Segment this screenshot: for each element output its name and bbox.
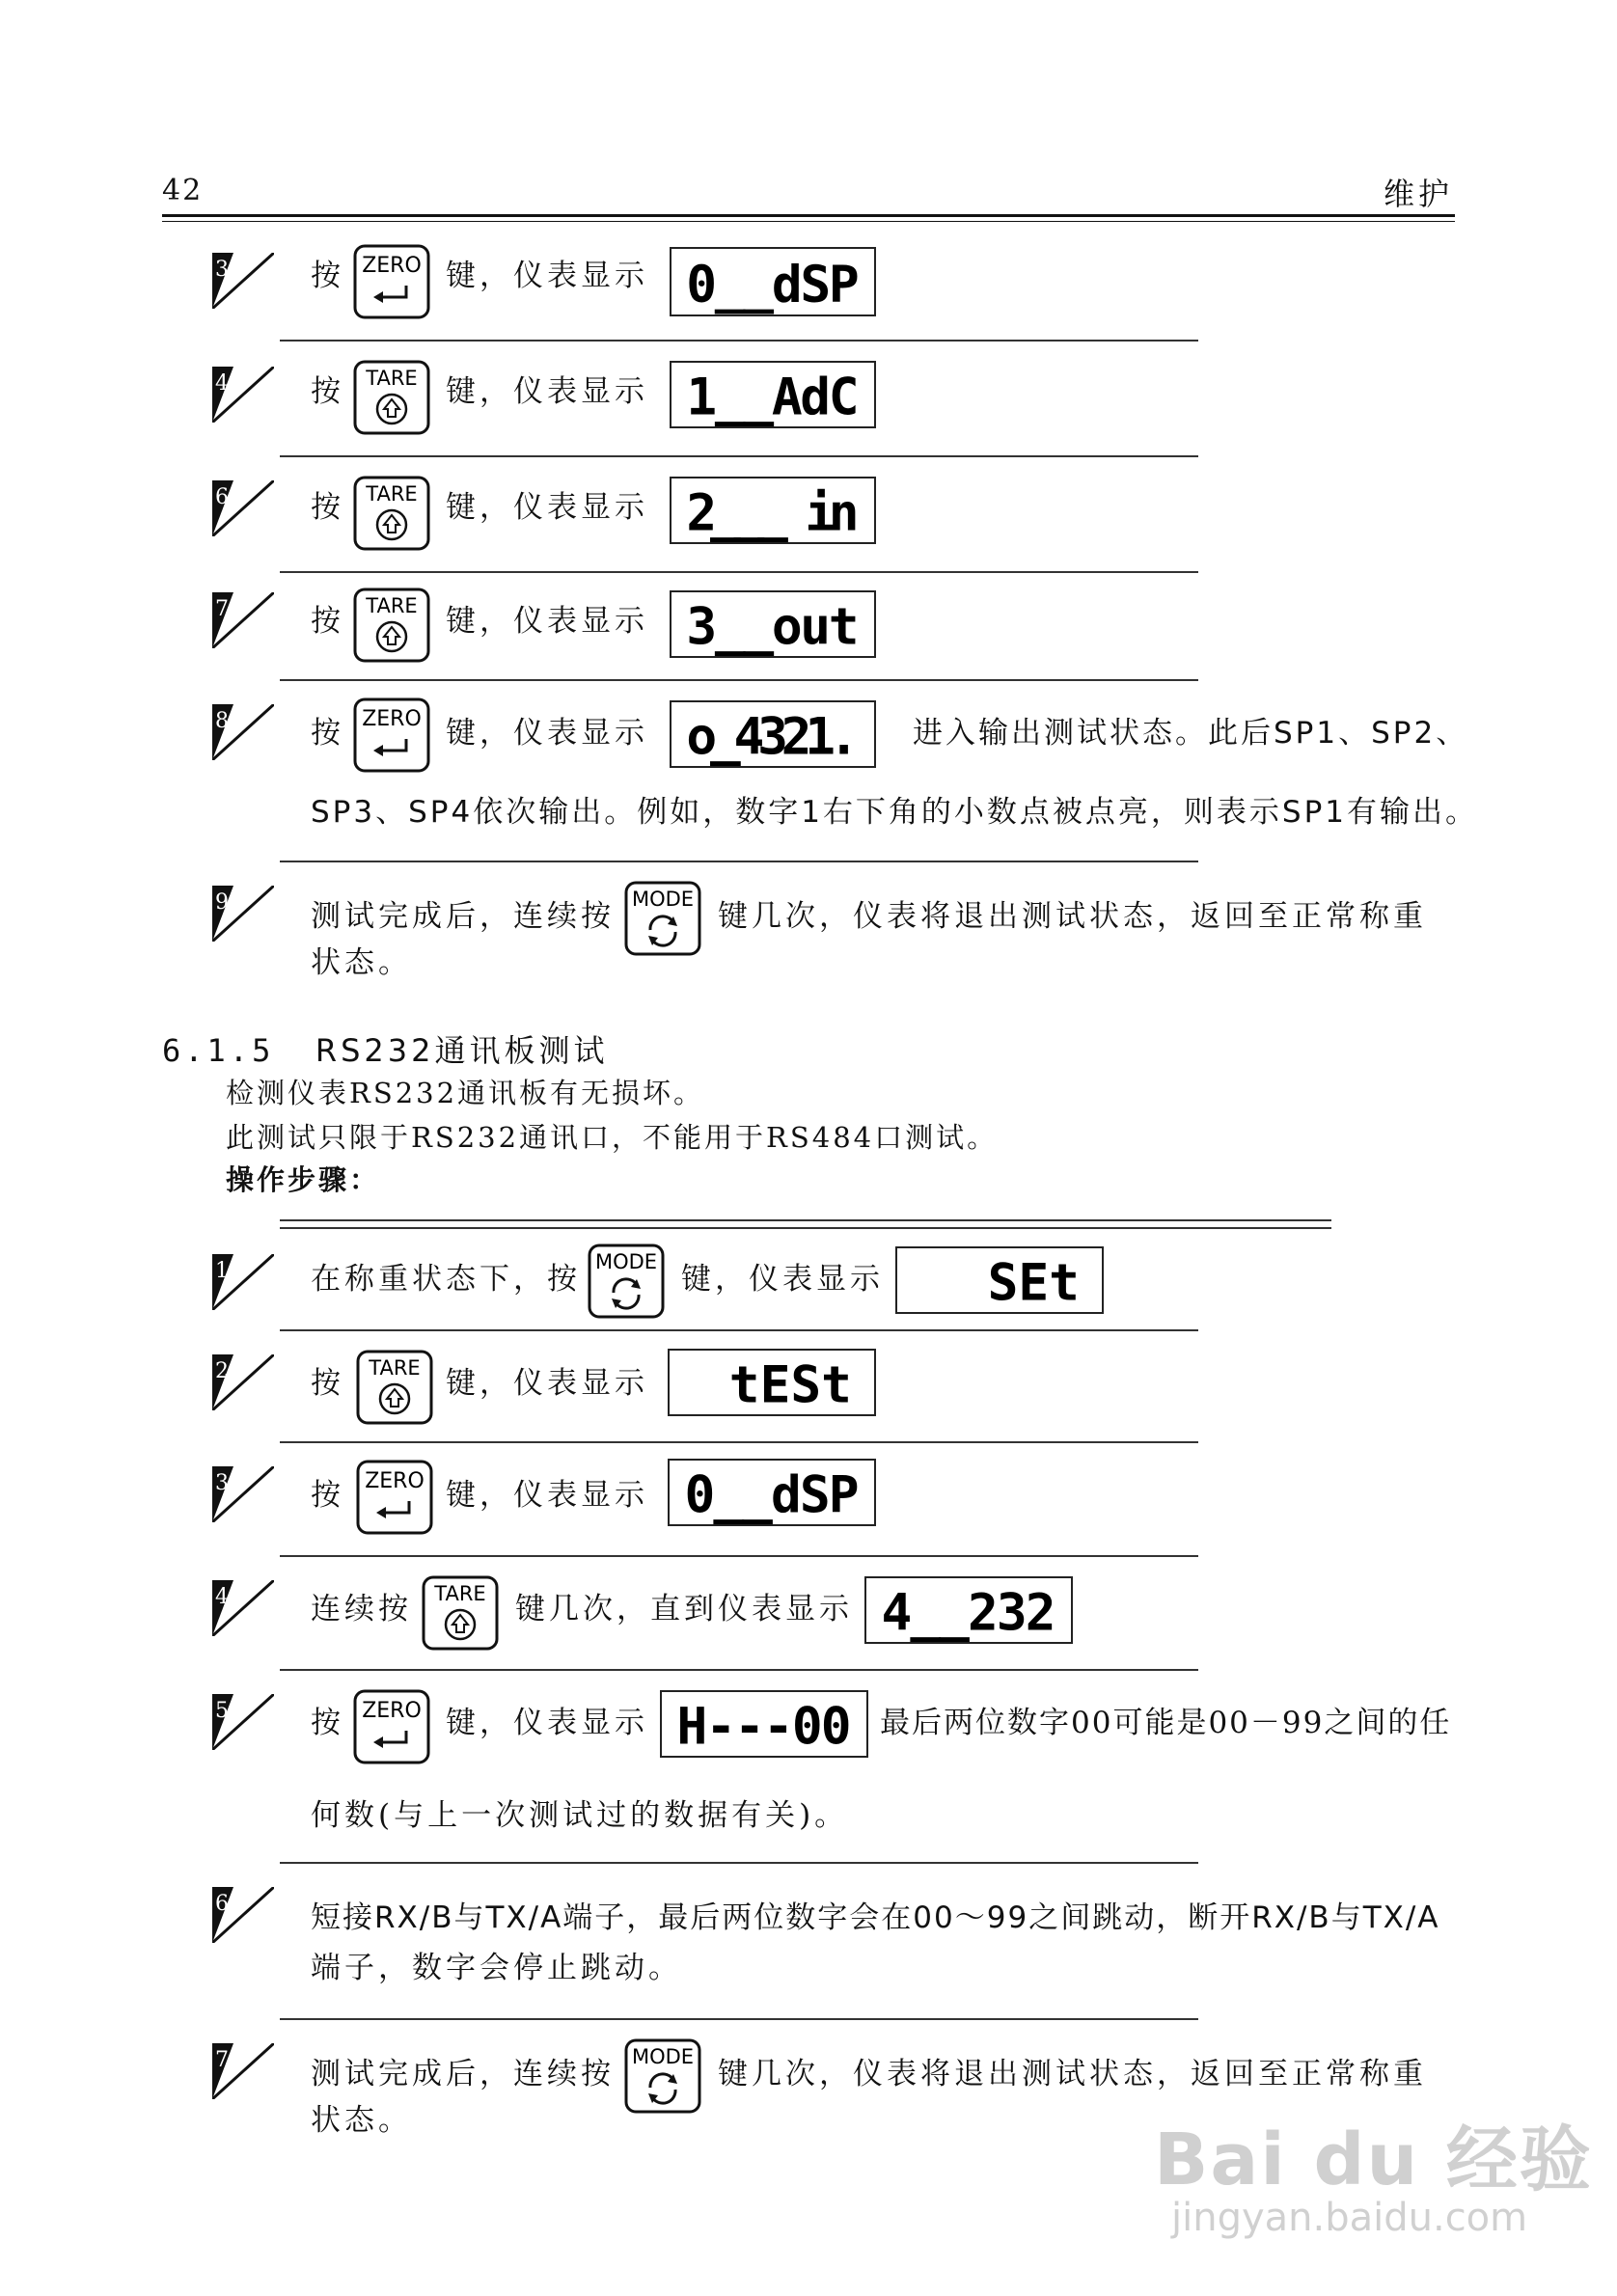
- mode-key: [623, 2037, 702, 2115]
- key-label: TARE: [369, 1356, 421, 1380]
- lcd-text: SEt: [987, 1253, 1080, 1312]
- step-separator: [280, 1862, 1198, 1864]
- step-number: 9: [215, 890, 229, 915]
- step-separator: [280, 340, 1198, 342]
- key-label: ZERO: [362, 254, 422, 278]
- step-number: 1: [215, 1259, 229, 1283]
- step-badge: [212, 2043, 262, 2093]
- mode-key: [587, 1243, 666, 1320]
- press-label: 按: [311, 374, 344, 409]
- tare-key: [352, 359, 431, 436]
- press-label: 按: [311, 1706, 344, 1740]
- lcd-text: 2___ in: [686, 483, 860, 542]
- step-number: 6: [215, 485, 229, 509]
- step-badge: [212, 367, 262, 417]
- step-separator: [280, 571, 1198, 573]
- zero-key: [352, 1688, 431, 1765]
- shows-label: 键，仪表显示: [446, 1706, 648, 1740]
- step-text: 进入输出测试状态。此后SP1、SP2、: [913, 716, 1469, 751]
- step-number: 5: [215, 1699, 229, 1723]
- step-badge: [212, 1887, 262, 1937]
- step-text: 连续按: [311, 1592, 412, 1626]
- step-badge: [212, 886, 262, 936]
- step-text: 状态。: [311, 2103, 412, 2138]
- mode-key: [623, 880, 702, 957]
- lcd-display: [864, 1576, 1073, 1644]
- watermark-logo: Bai du 经验: [1154, 2118, 1593, 2201]
- step-separator: [280, 1329, 1198, 1331]
- double-rule: [280, 1227, 1331, 1229]
- step-separator: [280, 679, 1198, 681]
- double-rule: [280, 1219, 1331, 1221]
- page-number: 42: [162, 174, 204, 207]
- step-number: 3: [215, 258, 229, 282]
- section-heading: [162, 1026, 608, 1071]
- section-title: RS232通讯板测试: [315, 1032, 609, 1069]
- lcd-display: [670, 361, 876, 428]
- step-text: 何数(与上一次测试过的数据有关)。: [311, 1798, 849, 1833]
- step-separator: [280, 2018, 1198, 2020]
- shows-label: 键，仪表显示: [446, 716, 648, 751]
- step-text: 最后两位数字00可能是00－99之间的任: [880, 1706, 1452, 1740]
- key-label: MODE: [631, 888, 695, 911]
- step-text: 测试完成后，连续按: [311, 899, 615, 934]
- lcd-text: 0__dSP: [686, 255, 860, 314]
- key-label: ZERO: [365, 1469, 425, 1493]
- lcd-display: [668, 1349, 876, 1416]
- key-label: TARE: [366, 482, 418, 506]
- shows-label: 键，仪表显示: [446, 1366, 648, 1401]
- press-label: 按: [311, 604, 344, 639]
- lcd-text: 4__232: [881, 1583, 1056, 1642]
- lcd-display: [670, 247, 876, 316]
- step-text: 键几次，仪表将退出测试状态，返回至正常称重: [718, 2057, 1427, 2091]
- step-number: 7: [215, 597, 229, 621]
- step-badge: [212, 1466, 262, 1517]
- key-label: TARE: [366, 594, 418, 617]
- lcd-text: tESt: [728, 1355, 852, 1414]
- step-text: 短接RX/B与TX/A端子，最后两位数字会在00～99之间跳动，断开RX/B与TX/A: [311, 1900, 1440, 1935]
- step-number: 8: [215, 709, 229, 733]
- header-rule-thin: [162, 221, 1455, 222]
- step-number: 6: [215, 1892, 229, 1916]
- step-text: 端子，数字会停止跳动。: [311, 1951, 682, 1985]
- lcd-text: o_4321.: [686, 707, 860, 766]
- step-text: SP3、SP4依次输出。例如，数字1右下角的小数点被点亮，则表示SP1有输出。: [311, 795, 1479, 830]
- press-label: 按: [311, 716, 344, 751]
- step-text: 在称重状态下，按: [311, 1262, 581, 1297]
- press-label: 按: [311, 490, 344, 525]
- step-number: 7: [215, 2048, 229, 2072]
- key-label: MODE: [631, 2045, 695, 2068]
- lcd-text: 0__dSP: [684, 1465, 860, 1524]
- section-desc: 检测仪表RS232通讯板有无损坏。: [226, 1077, 705, 1109]
- step-number: 4: [215, 371, 229, 396]
- step-badge: [212, 253, 262, 303]
- step-number: 3: [215, 1471, 229, 1495]
- lcd-display: [670, 590, 876, 658]
- step-number: 4: [215, 1585, 229, 1609]
- step-text: 键几次，仪表将退出测试状态，返回至正常称重: [718, 899, 1427, 934]
- ops-label: 操作步骤：: [226, 1163, 381, 1196]
- step-badge: [212, 1694, 262, 1744]
- shows-label: 键，仪表显示: [681, 1262, 884, 1297]
- header-rule: [162, 214, 1455, 217]
- step-badge: [212, 704, 262, 754]
- section-number: 6.1.5: [162, 1032, 275, 1069]
- key-label: ZERO: [362, 1699, 422, 1723]
- lcd-text: H---00: [676, 1697, 852, 1756]
- section-desc: 此测试只限于RS232通讯口，不能用于RS484口测试。: [226, 1121, 999, 1154]
- tare-key: [352, 475, 431, 552]
- step-number: 2: [215, 1359, 229, 1383]
- step-badge: [212, 592, 262, 642]
- zero-key: [352, 697, 431, 774]
- key-label: ZERO: [362, 707, 422, 731]
- key-label: TARE: [434, 1582, 486, 1605]
- step-separator: [280, 1669, 1198, 1671]
- step-badge: [212, 1354, 262, 1405]
- shows-label: 键，仪表显示: [446, 490, 648, 525]
- step-badge: [212, 480, 262, 531]
- shows-label: 键，仪表显示: [446, 1478, 648, 1513]
- watermark-url: jingyan.baidu.com: [1171, 2196, 1528, 2240]
- lcd-display: [668, 1459, 876, 1526]
- step-badge: [212, 1254, 262, 1304]
- press-label: 按: [311, 1366, 344, 1401]
- zero-key: [352, 243, 431, 320]
- tare-key: [355, 1349, 434, 1426]
- shows-label: 键，仪表显示: [446, 374, 648, 409]
- step-separator: [280, 1555, 1198, 1557]
- step-badge: [212, 1580, 262, 1630]
- key-label: TARE: [366, 367, 418, 390]
- step-text: 测试完成后，连续按: [311, 2057, 615, 2091]
- shows-label: 键，仪表显示: [446, 604, 648, 639]
- step-separator: [280, 861, 1198, 862]
- press-label: 按: [311, 259, 344, 293]
- step-separator: [280, 1441, 1198, 1443]
- press-label: 按: [311, 1478, 344, 1513]
- shows-label: 键几次，直到仪表显示: [515, 1592, 853, 1626]
- shows-label: 键，仪表显示: [446, 259, 648, 293]
- chapter-title: 维护: [1383, 176, 1453, 212]
- key-label: MODE: [594, 1250, 658, 1273]
- lcd-text: 1__AdC: [686, 368, 860, 426]
- lcd-text: 3__out: [686, 597, 860, 656]
- tare-key: [352, 587, 431, 664]
- lcd-display: [670, 700, 876, 768]
- step-separator: [280, 455, 1198, 457]
- zero-key: [355, 1459, 434, 1536]
- lcd-display: [895, 1246, 1104, 1314]
- step-text: 状态。: [311, 945, 412, 980]
- lcd-display: [660, 1690, 868, 1758]
- tare-key: [421, 1574, 500, 1652]
- lcd-display: [670, 477, 876, 544]
